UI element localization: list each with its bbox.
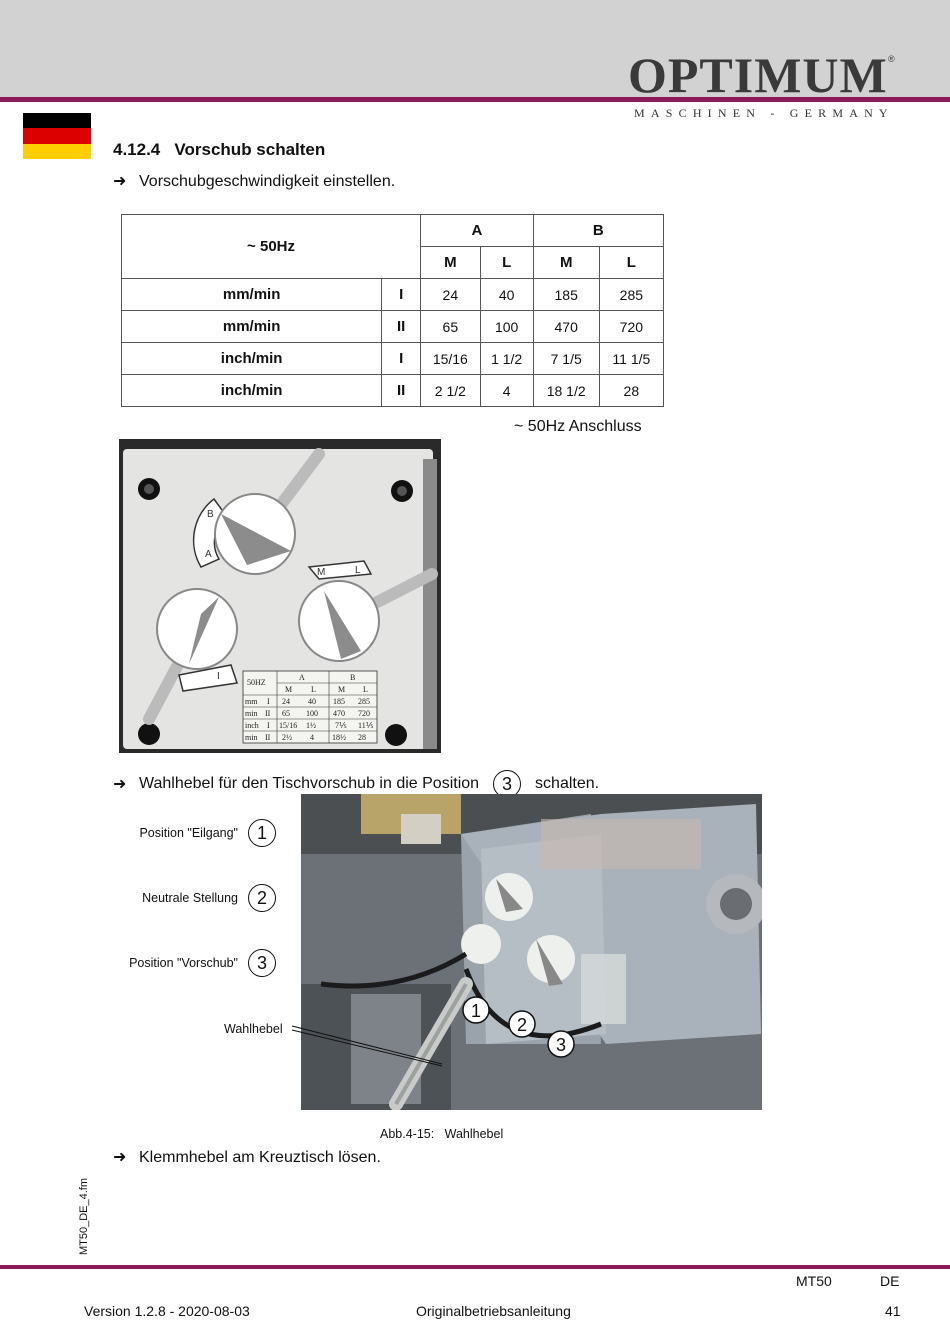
mini-cell: min (245, 709, 258, 718)
unit-cell: inch/min (122, 375, 382, 407)
value-cell: 28 (599, 375, 663, 407)
arrow-icon: ➜ (113, 173, 127, 190)
mini-cell: min (245, 733, 258, 742)
section-title: 4.12.4 Vorschub schalten (113, 140, 326, 159)
mini-cell: 470 (333, 709, 345, 718)
brand-tagline: MASCHINEN - GERMANY (634, 106, 894, 120)
value-cell: 24 (421, 279, 481, 311)
registered-mark: ® (888, 54, 895, 64)
value-cell: 1 1/2 (480, 343, 533, 375)
value-cell: 65 (421, 311, 481, 343)
mini-cell: 11⅕ (358, 721, 374, 730)
value-cell: 720 (599, 311, 663, 343)
table-row (122, 343, 664, 375)
arrow-icon: ➜ (113, 1149, 127, 1166)
unit-cell: mm/min (122, 311, 382, 343)
step-2-text: Wahlhebel für den Tischvorschub in die Position (139, 775, 480, 792)
mini-corner: 50HZ (247, 678, 266, 687)
mini-sub: M (338, 685, 346, 694)
footer-document: Originalbetriebsanleitung (416, 1303, 571, 1319)
mini-cell: 720 (358, 709, 370, 718)
marker-number: 2 (516, 1015, 528, 1035)
mini-cell: 24 (282, 697, 290, 706)
mini-cell: 65 (282, 709, 290, 718)
position-legend-2 (58, 884, 276, 912)
value-cell: 40 (480, 279, 533, 311)
position-legend-3 (58, 949, 276, 977)
mini-cell: 15/16 (279, 721, 298, 730)
table-caption: ~ 50Hz Anschluss (514, 418, 642, 435)
gear-cell: I (382, 343, 421, 375)
step-2-suffix: schalten. (535, 775, 600, 792)
mini-cell: 18½ (332, 733, 346, 742)
position-number: 2 (248, 884, 276, 912)
photo-marker-2 (509, 1011, 535, 1037)
gearbox-plate-photo (119, 439, 441, 753)
step-1 (113, 171, 395, 191)
position-number: 3 (248, 949, 276, 977)
value-cell: 15/16 (421, 343, 481, 375)
plate-mini-table (243, 671, 377, 743)
group-b-header: B (533, 215, 663, 247)
page-number: 41 (885, 1303, 901, 1319)
brand-logo: OPTIMUM (628, 47, 888, 103)
position-label: Neutrale Stellung (142, 891, 238, 905)
value-cell: 7 1/5 (533, 343, 599, 375)
position-label: Position "Vorschub" (129, 956, 238, 970)
unit-cell: mm/min (122, 279, 382, 311)
mini-cell: 4 (310, 733, 314, 742)
dial-letter: A (205, 549, 212, 560)
mini-cell: 285 (358, 697, 370, 706)
table-corner: ~ 50Hz (122, 215, 421, 279)
value-cell: 100 (480, 311, 533, 343)
footer-language: DE (880, 1273, 900, 1289)
mini-cell: 2½ (282, 733, 292, 742)
mini-cell: II (265, 733, 271, 742)
mini-head: B (350, 673, 356, 682)
dial-letter: L (355, 565, 361, 576)
position-label: Position "Eilgang" (139, 826, 238, 840)
mini-cell: 7⅕ (335, 721, 347, 730)
mini-cell: 185 (333, 697, 345, 706)
step-3 (113, 1147, 381, 1167)
step-1-text: Vorschubgeschwindigkeit einstellen. (139, 173, 396, 190)
marker-number: 3 (555, 1035, 567, 1055)
photo-marker-3 (548, 1031, 574, 1057)
unit-cell: inch/min (122, 343, 382, 375)
mini-cell: I (267, 697, 270, 706)
photo-marker-1 (463, 997, 489, 1023)
value-cell: 2 1/2 (421, 375, 481, 407)
dial-letter: B (207, 509, 214, 520)
gear-cell: II (382, 375, 421, 407)
sub-header: L (599, 247, 663, 279)
position-number: 1 (248, 819, 276, 847)
table-row (122, 311, 664, 343)
mini-cell: 100 (306, 709, 318, 718)
figure-caption: Abb.4-15: Wahlhebel (380, 1127, 504, 1141)
mini-cell: mm (245, 697, 258, 706)
value-cell: 285 (599, 279, 663, 311)
mini-cell: 1½ (306, 721, 316, 730)
arrow-icon: ➜ (113, 776, 127, 793)
value-cell: 11 1/5 (599, 343, 663, 375)
sub-header: M (421, 247, 481, 279)
group-a-header: A (421, 215, 534, 247)
gear-cell: I (382, 279, 421, 311)
mini-sub: L (363, 685, 368, 694)
mini-cell: I (267, 721, 270, 730)
mini-head: A (299, 673, 305, 682)
sub-header: M (533, 247, 599, 279)
table-row (122, 279, 664, 311)
mini-cell: inch (245, 721, 259, 730)
position-marker: 3 (493, 770, 521, 798)
value-cell: 18 1/2 (533, 375, 599, 407)
dial-letter: I (217, 671, 220, 682)
lever-label: Wahlhebel (224, 1022, 283, 1036)
marker-number: 1 (470, 1001, 482, 1021)
footer-model: MT50 (796, 1273, 832, 1289)
german-flag-icon (23, 113, 91, 159)
value-cell: 185 (533, 279, 599, 311)
position-legend-1 (58, 819, 276, 847)
lever-leader-line (290, 1024, 450, 1068)
feed-rate-table (121, 214, 664, 407)
step-3-text: Klemmhebel am Kreuztisch lösen. (139, 1149, 381, 1166)
mini-cell: 40 (308, 697, 316, 706)
gear-cell: II (382, 311, 421, 343)
table-row (122, 375, 664, 407)
mini-cell: II (265, 709, 271, 718)
value-cell: 4 (480, 375, 533, 407)
footer-version: Version 1.2.8 - 2020-08-03 (84, 1303, 250, 1319)
mini-cell: 28 (358, 733, 366, 742)
value-cell: 470 (533, 311, 599, 343)
dial-letter: M (317, 567, 326, 578)
footer-rule (0, 1265, 950, 1269)
mini-sub: M (285, 685, 293, 694)
sub-header: L (480, 247, 533, 279)
mini-sub: L (311, 685, 316, 694)
file-name: MT50_DE_4.fm (78, 1177, 90, 1255)
